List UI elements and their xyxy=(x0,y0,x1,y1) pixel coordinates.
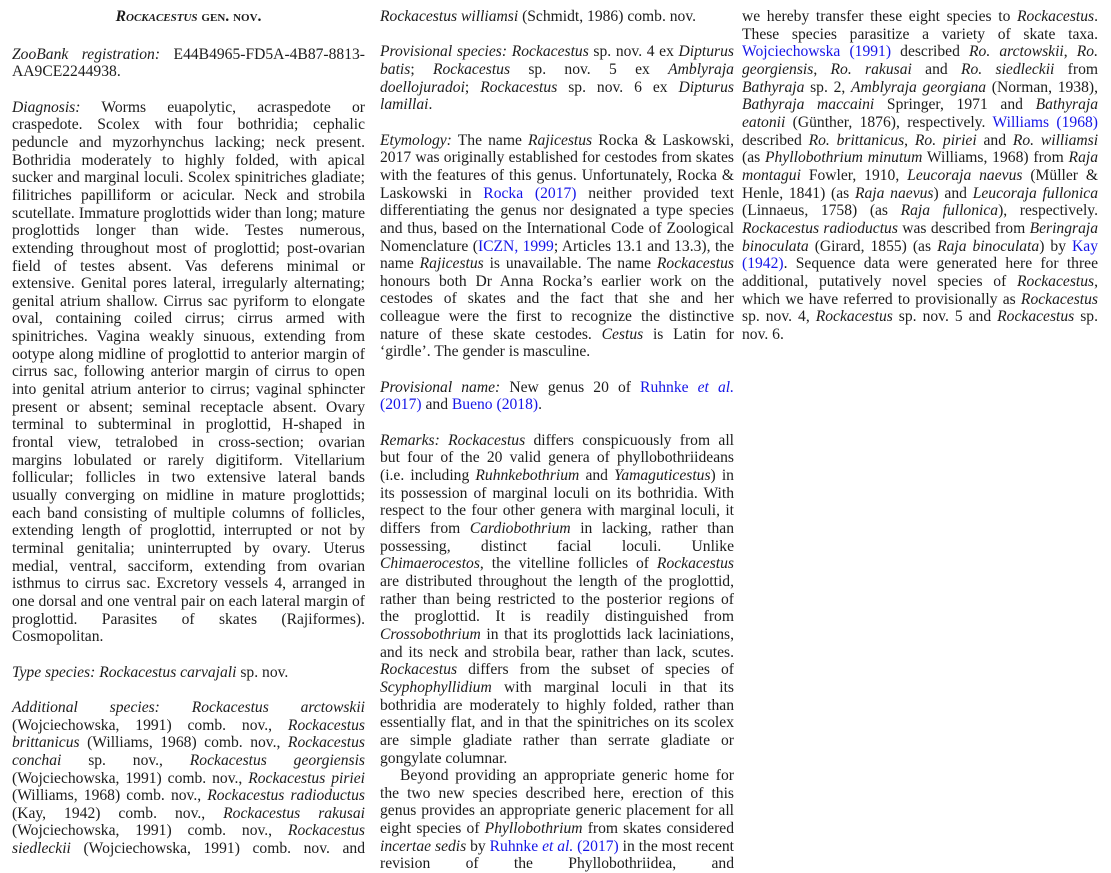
text-run: and xyxy=(911,60,961,78)
citation-link[interactable]: Wojciechowska (1991) xyxy=(742,43,892,61)
italic-text: Ro. piriei xyxy=(914,131,977,149)
text-run: ; Articles 13.1 and 13.3), the name xyxy=(380,237,734,273)
italic-text: Rockacestus rakusai xyxy=(223,804,366,822)
italic-text: Rockacestus xyxy=(656,255,734,273)
text-run: Williams, 1968) from xyxy=(922,149,1069,167)
citation-link[interactable]: et al. xyxy=(542,837,574,855)
italic-text: Rockacestus radioductus xyxy=(742,219,898,237)
zoobank-registration xyxy=(12,46,365,81)
italic-text: Rockacestus xyxy=(1017,272,1095,290)
text-run: Worms euapolytic, acraspedote or craspedote. Scolex with four bothridia; cephalic peduncle and myzorhynchus lacking; neck present. Bothridia moderately to highly folded, with apical sucker and marginal loculi. Scolex spinitriches gladiate; filitriches papilliform or acicular. Neck and strobila scutellate. Immature proglottids wider than long; mature proglottids longer than wide. Testes numerous, extending throughout most of proglottid; post-ovarian field of testes absent. Vas deferens minimal or extensive. Genital pores lateral, irregularly alternating; genital atrium shallow. Cirrus sac pyriform to elongate oval, containing coiled cirrus; cirrus armed with spinitriches. Vagina weakly sinuous, extending from ootype along midline of proglottid to anterior margin of cirrus sac, following anterior margin of cirrus to open into genital atrium anterior to cirrus; vaginal sphincter present or absent; seminal receptacle absent. Ovary terminal to subterminal in proglottid, H-shaped in frontal view, tetralobed in cross-section; ovarian margins lobulated or rarely digitiform. Vitellarium follicular; follicles in two extensive lateral bands usually converging on midline in mature proglottids; each band consisting of multiple columns of follicles, extending length of proglottid, interrupted or not by terminal genitalia; uninterrupted by ovary. Uterus medial, ventral, sacciform, extending from ovarian isthmus to cirrus sac. Excretory vessels 4, arranged in one dorsal and one ventral pair on each lateral margin of proglottid. Parasites of skates (Rajiformes). Cosmopolitan. xyxy=(12,98,365,646)
text-run: . xyxy=(538,396,542,414)
text-run: New genus 20 of xyxy=(500,378,641,396)
additional-species-continued xyxy=(380,8,734,26)
text-run: Rocka & Laskowski, 2017 was originally established for cestodes from skates with the features of this genus. Unfortunately, Rocka & Laskowski in xyxy=(380,131,734,202)
text-run: ) in its possession of marginal loculi on its bothridia. With respect to the four other genera with marginal loculi, it differs from xyxy=(380,467,734,537)
text-run: , the vitelline follicles of xyxy=(479,555,657,573)
italic-text: Yamaguticestus xyxy=(614,467,711,484)
italic-text: Rockacestus xyxy=(448,431,526,449)
text-column-2 xyxy=(380,8,734,873)
italic-text: Rockacestus xyxy=(480,78,558,96)
italic-text: Rockacestus xyxy=(1020,290,1098,308)
citation-link[interactable]: (2017) xyxy=(573,837,619,855)
text-run: The name xyxy=(451,131,529,149)
etymology-paragraph xyxy=(380,132,734,362)
italic-text: Ro. brittanicus xyxy=(808,131,905,149)
text-run: (Williams, 1968) comb. nov., xyxy=(79,734,288,752)
text-run: sp. 2, xyxy=(804,78,851,96)
text-run: from xyxy=(1054,60,1098,78)
text-run: . Sequence data were generated here for three additional, putatively novel species of xyxy=(742,255,1098,290)
italic-text: Rockacestus xyxy=(815,308,893,326)
citation-link[interactable]: Williams (1968) xyxy=(992,113,1098,131)
text-run: honours both Dr Anna Rocka’s earlier work on the cestodes of skates and the fact that she and her colleague were the first to recognize the distinctive nature of these skate cestodes. xyxy=(380,272,734,343)
text-run: (Wojciechowska, 1991) comb. nov., xyxy=(12,822,288,840)
italic-text: Rockacestus xyxy=(997,308,1075,326)
text-run: (as xyxy=(742,149,766,167)
italic-text: Rockacestus arctowskii xyxy=(191,698,365,716)
italic-text: Provisional species: xyxy=(380,43,508,61)
italic-text: Ro. siedleckii xyxy=(960,60,1055,78)
text-run: sp. nov., xyxy=(61,751,190,769)
text-run: with marginal loculi in that its bothridia are moderately to highly folded, rather than essentially flat, and in that the spinitriches on its scolex are simple gladiate rather than serrate gladiate or gongylate columnar. xyxy=(380,678,734,767)
italic-text: Rockacestus radioductus xyxy=(207,787,365,805)
text-run: (Müller & Henle, 1841) (as xyxy=(742,166,1099,202)
text-run: ; xyxy=(410,60,433,78)
italic-text: Ro. williamsi xyxy=(1012,131,1099,149)
italic-text: Cestus xyxy=(601,325,644,343)
text-run: described xyxy=(891,43,970,61)
text-run: sp. nov. 6 ex xyxy=(557,78,679,96)
text-column-1 xyxy=(12,8,365,858)
text-run: (Wojciechowska, 1991) comb. nov., xyxy=(12,716,288,734)
italic-text: Rockacestus siedleckii xyxy=(12,822,365,858)
text-run: is Latin for ‘girdle’. The gender is masculine. xyxy=(380,325,735,361)
italic-text: Ruhnkebothrium xyxy=(475,467,580,484)
italic-text: Leucoraja naevus xyxy=(907,166,1023,184)
italic-text: ZooBank registration: xyxy=(12,45,161,63)
italic-text: Phyllobothrium xyxy=(484,820,583,838)
text-run: (Linnaeus, 1758) (as xyxy=(742,202,901,220)
text-run: by xyxy=(466,837,490,855)
provisional-name-paragraph xyxy=(380,379,734,414)
text-run: sp. nov. xyxy=(236,663,289,681)
text-run: Springer, 1971 and xyxy=(874,96,1036,114)
text-run: (Kay, 1942) comb. nov., xyxy=(12,804,224,822)
text-run: differs from the subset of species of xyxy=(457,661,734,679)
italic-text: incertae sedis xyxy=(380,837,467,855)
italic-text: Etymology: xyxy=(380,131,452,149)
text-run: (Schmidt, 1986) comb. nov. xyxy=(518,8,697,25)
remarks-continued-column3 xyxy=(742,8,1098,343)
italic-text: Crossobothrium xyxy=(380,625,481,643)
citation-link[interactable]: ICZN, 1999 xyxy=(477,237,554,255)
text-run: sp. nov. 6. xyxy=(742,308,1098,343)
italic-text: Rockacestus xyxy=(432,60,511,78)
text-run: and xyxy=(579,467,615,484)
italic-text: Rockacestus xyxy=(380,661,458,679)
italic-text: Rockacestus xyxy=(656,555,734,573)
text-run: . These species parasitize a variety of skate taxa. xyxy=(742,8,1098,43)
italic-text: Dipturus lamillai xyxy=(380,78,734,114)
citation-link[interactable]: (2017) xyxy=(380,396,422,414)
text-run: Rockacestus xyxy=(115,8,198,25)
section-heading xyxy=(12,8,365,26)
text-run: described xyxy=(742,131,809,149)
italic-text: Bathyraja maccaini xyxy=(742,96,875,114)
italic-text: Dipturus batis xyxy=(380,43,734,78)
text-run: (Günther, 1876), respectively. xyxy=(785,113,993,131)
italic-text: Rockacestus williamsi xyxy=(380,8,519,25)
text-run: sp. nov. 4 ex xyxy=(588,43,679,61)
citation-link[interactable]: Rocka (2017) xyxy=(483,184,577,202)
text-run: E44B4965-FD5A-4B87-8813-AA9CE2244938. xyxy=(12,45,365,81)
text-run: ), respectively. xyxy=(998,202,1098,220)
italic-text: Rajicestus xyxy=(419,255,484,273)
citation-link[interactable]: Ruhnke xyxy=(640,378,698,396)
text-run: sp. nov. 5 ex xyxy=(510,60,669,78)
citation-link[interactable]: Bueno (2018) xyxy=(451,396,539,414)
citation-link[interactable]: Kay (1942) xyxy=(742,237,1098,273)
text-run: , xyxy=(1063,43,1077,61)
text-run: (Girard, 1855) (as xyxy=(808,237,938,255)
text-run xyxy=(160,699,192,716)
text-run: neither provided text differentiating the genus nor designated a type species and thus, based on the International Code of Zoological Nomenclature ( xyxy=(380,184,735,255)
diagnosis-paragraph xyxy=(12,99,365,646)
italic-text: Rockacestus georgiensis xyxy=(189,751,365,769)
citation-link[interactable]: Ruhnke xyxy=(489,837,543,855)
italic-text: Rockacestus piriei xyxy=(248,769,365,787)
text-run: is unavailable. The name xyxy=(483,255,657,273)
italic-text: Ro. georgiensis xyxy=(742,43,1098,78)
text-column-3 xyxy=(742,8,1098,361)
provisional-species-paragraph xyxy=(380,43,734,114)
italic-text: Raja fullonica xyxy=(900,202,999,220)
text-run: gen. nov. xyxy=(197,8,262,25)
text-run xyxy=(440,432,448,449)
italic-text: Leucoraja fullonica xyxy=(972,184,1098,202)
italic-text: Phyllobothrium minutum xyxy=(765,149,923,167)
text-run: and xyxy=(976,131,1013,149)
text-run: . xyxy=(428,96,433,114)
italic-text: Remarks: xyxy=(380,431,440,449)
text-run: , xyxy=(813,60,831,78)
text-run: ) and xyxy=(933,184,973,202)
text-run: ) by xyxy=(1039,237,1073,255)
text-run: from skates considered xyxy=(582,820,734,838)
italic-text: Rajicestus xyxy=(528,131,593,149)
italic-text: Rockacestus carvajali xyxy=(99,663,237,681)
text-run: in lacking, rather than possessing, distinct facial loculi. Unlike xyxy=(380,519,734,555)
italic-text: Type species: xyxy=(12,663,96,681)
text-run: in the most recent revision of the Phyllobothriidea, and xyxy=(380,837,735,873)
text-run: are distributed throughout the length of the proglottid, rather than being restricted to the posterior regions of the proglottid. It is readily distinguished from xyxy=(380,572,734,626)
italic-text: Cardiobothrium xyxy=(469,519,571,537)
text-run: was described from xyxy=(897,219,1030,237)
text-run: (Wojciechowska, 1991) comb. nov. and xyxy=(70,840,365,858)
italic-text: Ro. arctowskii xyxy=(969,43,1064,61)
italic-text: Ro. rakusai xyxy=(830,60,912,78)
remarks-continued-paragraph xyxy=(380,767,734,873)
text-run: Fowler, 1910, xyxy=(800,166,908,184)
text-run: in that its proglottids lack laciniations, and its neck and strobila bear, rather than lack, scutes. xyxy=(380,625,734,661)
text-run: (Wojciechowska, 1991) comb. nov., xyxy=(12,769,249,787)
text-run: , which we have referred to provisionally as xyxy=(742,272,1098,308)
text-run: differs conspicuously from all but four of the 20 valid genera of phyllobothriideans (i.e. including xyxy=(380,431,734,484)
italic-text: Rockacestus brittanicus xyxy=(12,716,365,752)
citation-link[interactable]: et al. xyxy=(697,378,734,396)
text-run: we hereby transfer these eight species to xyxy=(742,8,1018,25)
type-species-paragraph xyxy=(12,664,365,682)
italic-text: Amblyraja georgiana xyxy=(851,78,987,96)
italic-text: Chimaerocestos xyxy=(380,555,480,573)
italic-text: Additional species: xyxy=(12,698,160,716)
italic-text: Amblyraja doellojuradoi xyxy=(380,60,734,96)
italic-text: Rockacestus xyxy=(1017,8,1095,25)
italic-text: Rockacestus xyxy=(511,43,589,61)
italic-text: Raja naevus xyxy=(854,184,934,202)
italic-text: Rockacestus conchai xyxy=(12,734,365,769)
italic-text: Raja montagui xyxy=(742,149,1098,184)
italic-text: Beringraja binoculata xyxy=(742,219,1099,255)
italic-text: Diagnosis: xyxy=(12,98,81,116)
remarks-paragraph xyxy=(380,432,734,767)
text-run: ; xyxy=(464,78,481,96)
additional-species-paragraph xyxy=(12,699,365,858)
italic-text: Scyphophyllidium xyxy=(380,678,492,696)
italic-text: Raja binoculata xyxy=(937,237,1040,255)
italic-text: Bathyraja eatonii xyxy=(742,96,1098,131)
text-run: sp. nov. 4, xyxy=(742,308,816,326)
text-run: (Norman, 1938), xyxy=(986,78,1098,96)
italic-text: Provisional name: xyxy=(380,378,501,396)
text-run: sp. nov. 5 and xyxy=(892,308,998,326)
text-run: , xyxy=(904,131,915,149)
text-run: Beyond providing an appropriate generic home for the two new species described here, erection of this genus provides an appropriate generic placement for all eight species of xyxy=(380,767,734,838)
text-run: and xyxy=(421,396,452,414)
text-run: (Williams, 1968) comb. nov., xyxy=(12,787,208,805)
italic-text: Bathyraja xyxy=(742,78,805,96)
